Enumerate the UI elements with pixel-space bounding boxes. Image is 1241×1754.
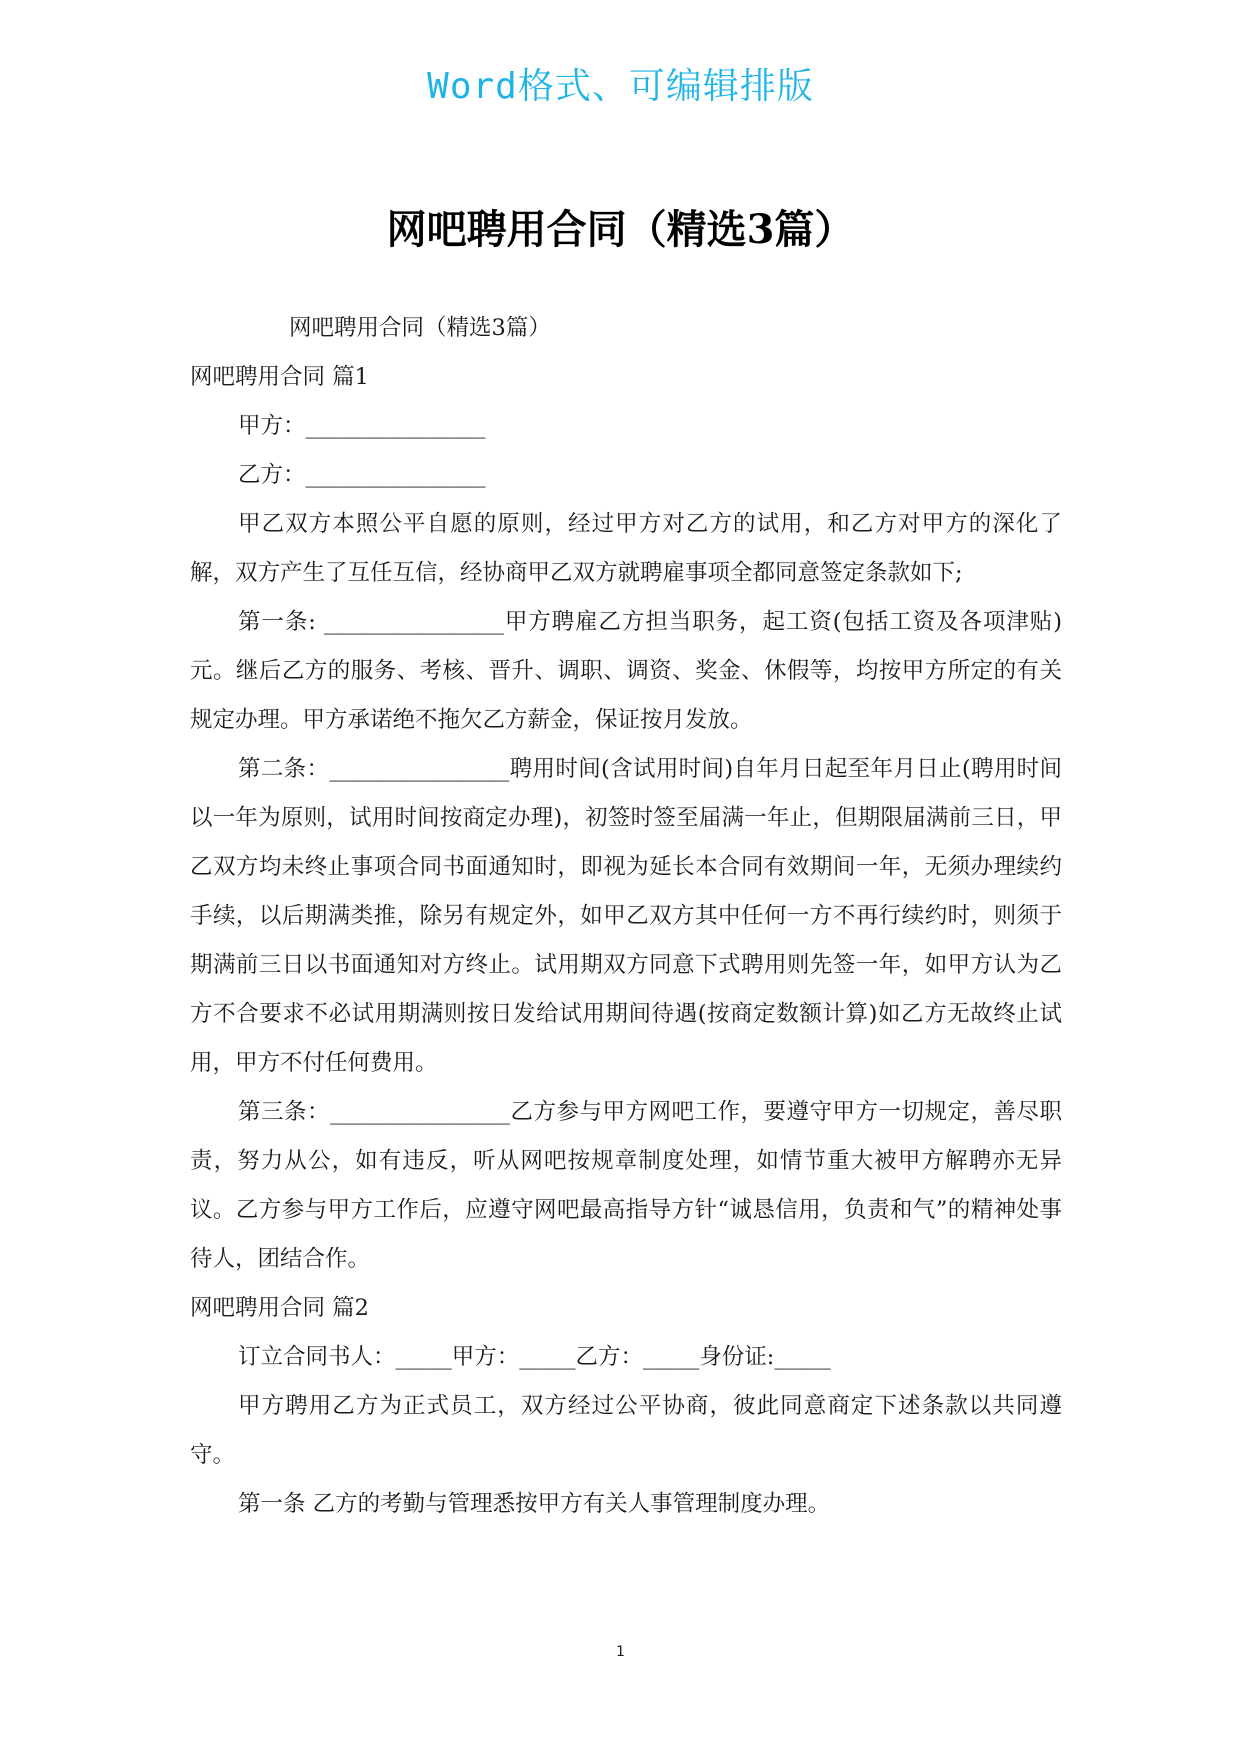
document-body — [190, 304, 1062, 1529]
page-number: 1 — [616, 1644, 625, 1660]
section-heading-1: 网吧聘用合同 篇1 — [190, 364, 369, 390]
party-a-line: 甲方：________________ — [238, 413, 486, 439]
paragraph-article-2: 第二条：________________聘用时间(含试用时间)自年月日起至年月日止(聘用时间以一年为原则，试用时间按商定办理)，初签时签至届满一年止，但期限届满前三日，甲乙双方均未终止事项合同书面通知时，即视为延长本合同有效期间一年，无须办理续约手续，以后期满类推，除另有规定外，如甲乙双方其中任何一方不再行续约时，则须于期满前三日以书面通知对方终止。试用期双方同意下式聘用则先签一年，如甲方认为乙方不合要求不必试用期满则按日发给试用期间待遇(按商定数额计算)如乙方无故终止试用，甲方不付任何费用。 — [190, 756, 1062, 1076]
paragraph-article-3: 第三条：________________乙方参与甲方网吧工作，要遵守甲方一切规定，善尽职责，努力从公，如有违反，听从网吧按规章制度处理，如情节重大被甲方解聘亦无异议。乙方参与甲方工作后，应遵守网吧最高指导方针“诚恳信用，负责和气”的精神处事待人，团结合作。 — [190, 1099, 1062, 1272]
paragraph-agreement: 甲方聘用乙方为正式员工，双方经过公平协商，彼此同意商定下述条款以共同遵守。 — [190, 1393, 1062, 1468]
watermark-header: Word格式、可编辑排版 — [427, 66, 814, 107]
contract-parties-line: 订立合同书人：_____甲方：_____乙方：_____身份证:_____ — [238, 1344, 831, 1370]
document-subtitle: 网吧聘用合同（精选3篇） — [289, 315, 551, 341]
paragraph-article-1-sec2: 第一条 乙方的考勤与管理悉按甲方有关人事管理制度办理。 — [238, 1491, 831, 1517]
document-title: 网吧聘用合同（精选3篇） — [386, 206, 855, 253]
party-b-line: 乙方：________________ — [238, 462, 486, 488]
paragraph-article-1: 第一条: ________________甲方聘雇乙方担当职务，起工资(包括工资及各项津贴)元。继后乙方的服务、考核、晋升、调职、调资、奖金、休假等，均按甲方所定的有关规定办理。甲方承诺绝不拖欠乙方薪金，保证按月发放。 — [190, 609, 1062, 733]
paragraph-intro: 甲乙双方本照公平自愿的原则，经过甲方对乙方的试用，和乙方对甲方的深化了解，双方产生了互任互信，经协商甲乙双方就聘雇事项全都同意签定条款如下; — [190, 511, 1062, 586]
section-heading-2: 网吧聘用合同 篇2 — [190, 1295, 369, 1321]
